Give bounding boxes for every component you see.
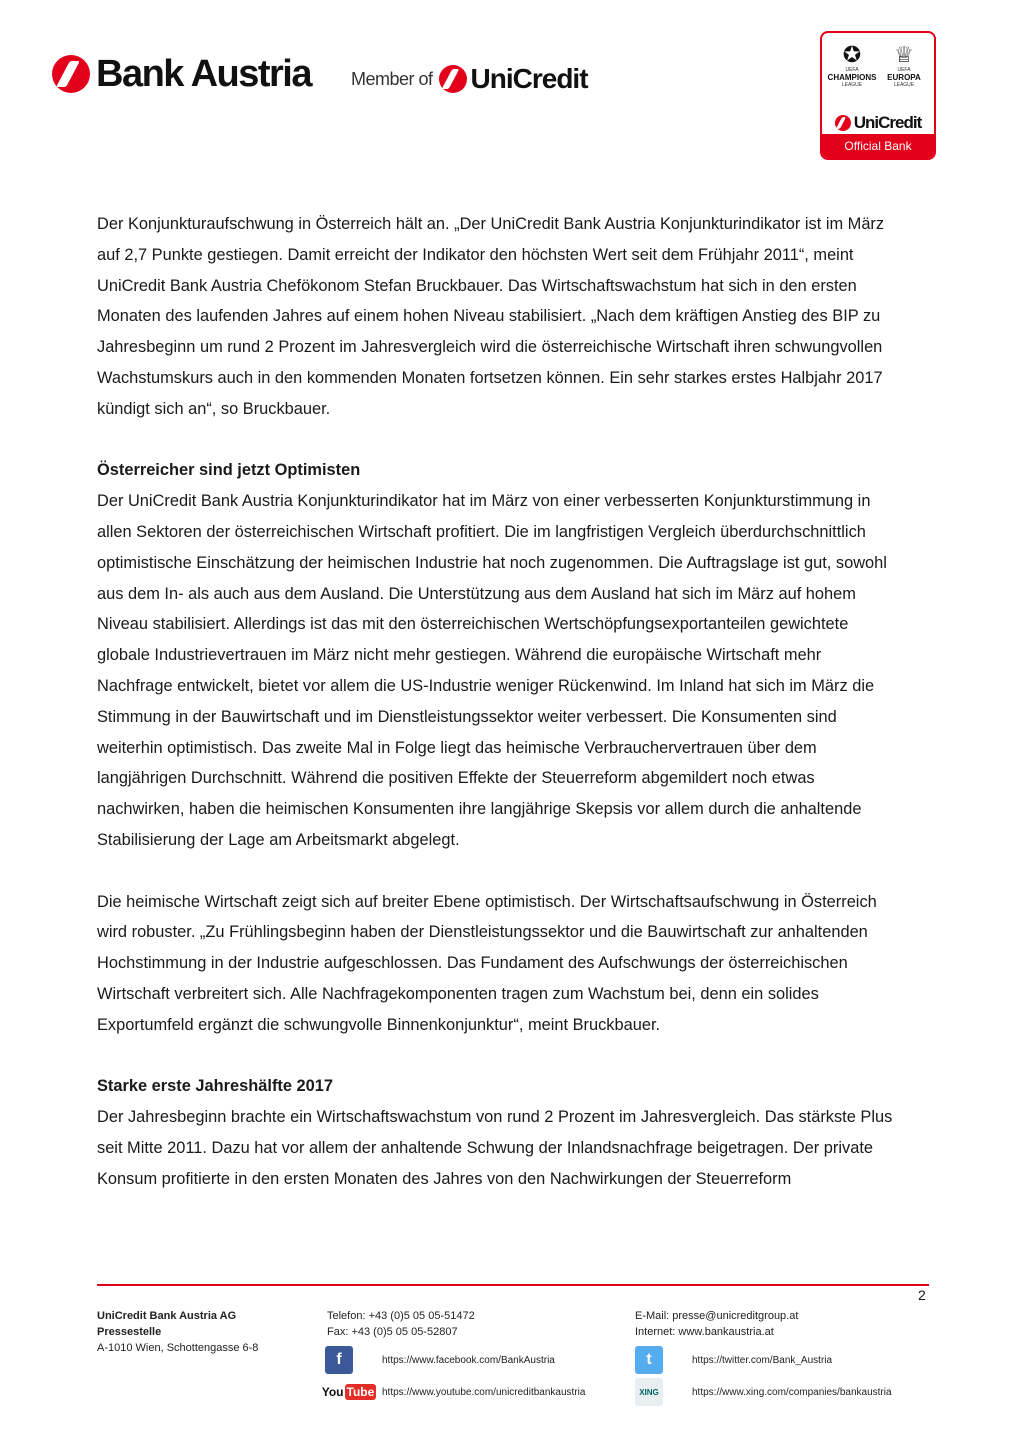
- unicredit-logo-mark-icon: [52, 55, 90, 93]
- youtube-url[interactable]: https://www.youtube.com/unicreditbankaustria: [382, 1386, 586, 1398]
- twitter-url[interactable]: https://twitter.com/Bank_Austria: [692, 1354, 833, 1366]
- bank-austria-logo: [52, 52, 311, 96]
- footer-company: UniCredit Bank Austria AG: [97, 1310, 237, 1322]
- bank-austria-wordmark: Bank Austria: [96, 52, 311, 95]
- unicredit-tiny-logo-icon: [835, 115, 851, 131]
- twitter-link[interactable]: [635, 1346, 832, 1374]
- paragraph-intro: Der Konjunkturaufschwung in Österreich hält an. „Der UniCredit Bank Austria Konjunkturindikator ist im März auf 2,7 Punkte gestiegen. Damit erreicht der Indikator den höchsten Wert seit dem Frühjahr 2011“, meint UniCredit Bank Austria Chefökonom Stefan Bruckbauer. Das Wirtschaftswachstum hat sich in den ersten Monaten des laufenden Jahres auf einem hohen Niveau stabilisiert. „Nach dem kräftigen Anstieg des BIP zu Jahresbeginn um rund 2 Prozent im Jahresvergleich wird die österreichische Wirtschaft ihren schwungvollen Wachstumskurs auch in den kommenden Monaten fortsetzen können. Ein sehr starkes erstes Halbjahr 2017 kündigt sich an“, so Bruckbauer.: [97, 215, 885, 418]
- footer-address: A-1010 Wien, Schottengasse 6-8: [97, 1342, 259, 1354]
- unicredit-wordmark: UniCredit: [470, 63, 588, 94]
- footer-divider: [97, 1284, 929, 1286]
- footer-phone: Telefon: +43 (0)5 05 05-51472: [327, 1310, 475, 1322]
- footer-fax: Fax: +43 (0)5 05 05-52807: [327, 1326, 458, 1338]
- paragraph-economy: Die heimische Wirtschaft zeigt sich auf breiter Ebene optimistisch. Der Wirtschaftsaufschwung in Österreich wird robuster. „Zu Frühlingsbeginn haben der Dienstleistungssektor und die Bauwirtschaft zur anhaltenden Hochstimmung in der Industrie aufgeschlossen. Das Fundament des Aufschwungs der österreichischen Wirtschaft verbreitert sich. Alle Nachfragekomponenten tragen zum Wachstum bei, denn ein solides Exportumfeld ergänzt die schwungvolle Binnenkonjunktur“, meint Bruckbauer.: [97, 892, 877, 1034]
- footer-contact-block: [327, 1308, 475, 1340]
- page-number: 2: [918, 1287, 926, 1303]
- youtube-link[interactable]: [321, 1378, 586, 1406]
- champions-league-logo: ✪ UEFA CHAMPIONS LEAGUE: [827, 42, 877, 88]
- xing-url[interactable]: https://www.xing.com/companies/bankaustria: [692, 1386, 892, 1398]
- footer-company-block: [97, 1308, 258, 1356]
- footer-email[interactable]: E-Mail: presse@unicreditgroup.at: [635, 1310, 799, 1322]
- paragraph-growth: Der Jahresbeginn brachte ein Wirtschaftswachstum von rund 2 Prozent im Jahresvergleich. Das stärkste Plus seit Mitte 2011. Dazu hat vor allem der anhaltende Schwung der Inlandsnachfrage beigetragen. Der private Konsum profitierte in den ersten Monaten des Jahres von den Nachwirkungen der Steuerreform: [97, 1108, 893, 1188]
- xing-link[interactable]: [635, 1378, 892, 1406]
- member-of-unicredit: [351, 62, 588, 96]
- facebook-icon: f: [325, 1346, 353, 1374]
- document-body: [97, 209, 897, 1195]
- facebook-link[interactable]: [325, 1346, 555, 1374]
- twitter-icon: t: [635, 1346, 663, 1374]
- trophy-icon: ♕: [894, 42, 914, 67]
- youtube-icon: You Tube: [321, 1385, 375, 1399]
- footer-online-block: [635, 1308, 798, 1340]
- paragraph-indicator: Der UniCredit Bank Austria Konjunkturindikator hat im März von einer verbesserten Konjunkturstimmung in allen Sektoren der österreichischen Wirtschaft profitiert. Die im langfristigen Vergleich überdurchschnittlich optimistische Einschätzung der heimischen Industrie hat noch zugenommen. Die Auftragslage ist gut, sowohl aus dem In- als auch aus dem Ausland. Die Unterstützung aus dem Ausland hat sich im März auf hohem Niveau stabilisiert. Allerdings ist das mit den österreichischen Wertschöpfungsexportanteilen gewichtete globale Industrievertrauen im März nicht mehr gestiegen. Während die europäische Wirtschaft mehr Nachfrage entwickelt, bietet vor allem die US-Industrie weniger Rückenwind. Im Inland hat sich im März die Stimmung in der Bauwirtschaft und im Dienstleistungssektor weiter verbessert. Die Konsumenten sind weiterhin optimistisch. Das zweite Mal in Folge liegt das heimische Verbrauchervertrauen über dem langjährigen Durchschnitt. Während die positiven Effekte der Steuerreform abgemildert noch etwas nachwirken, haben die heimischen Konsumenten ihre langjährige Skepsis vor allem durch die anhaltende Stabilisierung der Lage am Arbeitsmarkt abgelegt.: [97, 492, 887, 849]
- facebook-url[interactable]: https://www.facebook.com/BankAustria: [382, 1354, 555, 1366]
- heading-first-half: Starke erste Jahreshälfte 2017: [97, 1077, 333, 1096]
- member-of-text: Member of: [351, 68, 433, 89]
- starball-icon: ✪: [842, 42, 862, 67]
- official-bank-badge: [820, 31, 936, 160]
- footer-department: Pressestelle: [97, 1326, 162, 1338]
- unicredit-small-logo-icon: [439, 65, 467, 93]
- badge-unicredit-logo: UniCredit: [822, 103, 934, 143]
- official-bank-label: Official Bank: [822, 134, 934, 158]
- footer-internet[interactable]: Internet: www.bankaustria.at: [635, 1326, 774, 1338]
- xing-icon: XING: [635, 1378, 663, 1406]
- heading-optimists: Österreicher sind jetzt Optimisten: [97, 461, 361, 480]
- europa-league-logo: ♕ UEFA EUROPA LEAGUE: [887, 42, 921, 88]
